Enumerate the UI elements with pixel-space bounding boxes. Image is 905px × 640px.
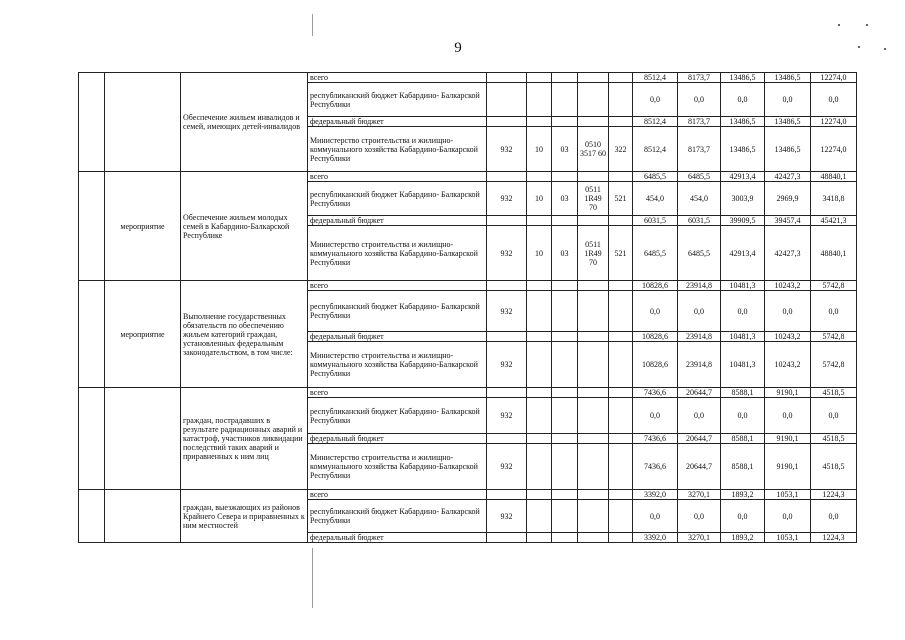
rz-cell [527,117,552,127]
pr-cell [552,490,578,500]
funding-source-cell: всего [308,281,487,291]
vr-cell [609,342,633,388]
amount-cell: 13486,5 [765,73,811,83]
amount-cell: 0,0 [765,500,811,533]
rz-cell [527,444,552,490]
rz-cell [527,398,552,434]
amount-cell: 0,0 [721,500,765,533]
grbs-cell [487,281,527,291]
csr-cell [578,291,609,332]
csr-cell [578,332,609,342]
amount-cell: 20644,7 [678,434,721,444]
amount-cell: 8173,7 [678,73,721,83]
pr-cell [552,172,578,182]
funding-source-cell: Министерство строительства и жилищно-коммунального хозяйства Кабардино-Балкарской Республики [308,226,487,281]
table-row [79,281,857,291]
amount-cell: 1224,3 [811,533,857,543]
amount-cell: 0,0 [811,398,857,434]
csr-cell [578,73,609,83]
amount-cell: 42913,4 [721,172,765,182]
amount-cell: 0,0 [721,291,765,332]
amount-cell: 8588,1 [721,434,765,444]
event-description-cell: граждан, пострадавших в результате радиационных аварий и катастроф, участников ликвидации последствий таких аварий и приравненных к ним лиц [181,388,308,490]
rz-cell [527,73,552,83]
amount-cell: 1893,2 [721,490,765,500]
rz-cell [527,83,552,117]
amount-cell: 0,0 [678,291,721,332]
rz-cell [527,342,552,388]
vr-cell [609,500,633,533]
amount-cell: 45421,3 [811,216,857,226]
event-description-cell: Обеспечение жильем инвалидов и семей, имеющих детей-инвалидов [181,73,308,172]
grbs-cell: 932 [487,291,527,332]
pr-cell: 03 [552,226,578,281]
pr-cell [552,500,578,533]
vr-cell [609,444,633,490]
csr-cell: 0510 3517 60 [578,127,609,172]
index-cell [79,172,105,281]
vr-cell [609,388,633,398]
amount-cell: 0,0 [765,83,811,117]
amount-cell: 7436,6 [633,388,678,398]
vr-cell [609,73,633,83]
amount-cell: 3392,0 [633,533,678,543]
funding-source-cell: республиканский бюджет Кабардино- Балкарской Республики [308,291,487,332]
scan-dot [858,46,860,48]
table-row [79,490,857,500]
grbs-cell [487,533,527,543]
grbs-cell [487,172,527,182]
event-kind-cell: мероприятие [105,281,181,388]
amount-cell: 3392,0 [633,490,678,500]
rz-cell [527,216,552,226]
funding-source-cell: всего [308,490,487,500]
amount-cell: 23914,8 [678,281,721,291]
funding-source-cell: Министерство строительства и жилищно-коммунального хозяйства Кабардино-Балкарской Республики [308,127,487,172]
pr-cell [552,533,578,543]
amount-cell: 6485,5 [678,172,721,182]
amount-cell: 0,0 [678,83,721,117]
amount-cell: 8512,4 [633,117,678,127]
grbs-cell: 932 [487,398,527,434]
amount-cell: 13486,5 [721,117,765,127]
amount-cell: 8173,7 [678,127,721,172]
rz-cell [527,500,552,533]
funding-source-cell: федеральный бюджет [308,332,487,342]
index-cell [79,281,105,388]
vr-cell [609,281,633,291]
vr-cell: 322 [609,127,633,172]
amount-cell: 9190,1 [765,388,811,398]
amount-cell: 1224,3 [811,490,857,500]
pr-cell: 03 [552,127,578,172]
amount-cell: 8588,1 [721,444,765,490]
funding-source-cell: федеральный бюджет [308,117,487,127]
csr-cell [578,398,609,434]
amount-cell: 12274,0 [811,117,857,127]
rz-cell [527,291,552,332]
pr-cell [552,434,578,444]
amount-cell: 0,0 [721,398,765,434]
amount-cell: 3003,9 [721,182,765,216]
amount-cell: 6485,5 [678,226,721,281]
funding-source-cell: Министерство строительства и жилищно-коммунального хозяйства Кабардино-Балкарской Республики [308,444,487,490]
rz-cell [527,490,552,500]
amount-cell: 20644,7 [678,388,721,398]
amount-cell: 3270,1 [678,490,721,500]
csr-cell [578,388,609,398]
pr-cell: 03 [552,182,578,216]
grbs-cell: 932 [487,500,527,533]
index-cell [79,73,105,172]
csr-cell [578,172,609,182]
pr-cell [552,216,578,226]
amount-cell: 13486,5 [765,127,811,172]
amount-cell: 10828,6 [633,342,678,388]
event-description-cell: Обеспечение жильем молодых семей в Кабардино-Балкарской Республике [181,172,308,281]
amount-cell: 9190,1 [765,434,811,444]
funding-source-cell: федеральный бюджет [308,216,487,226]
pr-cell [552,332,578,342]
funding-source-cell: республиканский бюджет Кабардино- Балкарской Республики [308,182,487,216]
amount-cell: 10481,3 [721,342,765,388]
funding-source-cell: всего [308,73,487,83]
vr-cell: 521 [609,182,633,216]
amount-cell: 10481,3 [721,281,765,291]
table-row [79,172,857,182]
rz-cell [527,172,552,182]
amount-cell: 4518,5 [811,444,857,490]
amount-cell: 10243,2 [765,342,811,388]
amount-cell: 6485,5 [633,226,678,281]
amount-cell: 2969,9 [765,182,811,216]
pr-cell [552,83,578,117]
vr-cell [609,216,633,226]
grbs-cell [487,216,527,226]
vr-cell [609,172,633,182]
rz-cell [527,533,552,543]
amount-cell: 10243,2 [765,281,811,291]
index-cell [79,490,105,543]
rz-cell [527,434,552,444]
rz-cell: 10 [527,182,552,216]
csr-cell: 0511 1R49 70 [578,226,609,281]
pr-cell [552,388,578,398]
amount-cell: 10828,6 [633,281,678,291]
amount-cell: 6485,5 [633,172,678,182]
vr-cell [609,291,633,332]
event-description-cell: Выполнение государственных обязательств по обеспечению жильем категорий граждан, установленных федеральным законодательством, в том числе: [181,281,308,388]
amount-cell: 39909,5 [721,216,765,226]
funding-source-cell: федеральный бюджет [308,533,487,543]
budget-table [78,72,857,543]
amount-cell: 13486,5 [765,117,811,127]
grbs-cell [487,490,527,500]
scan-dot [838,24,840,26]
amount-cell: 3270,1 [678,533,721,543]
pr-cell [552,117,578,127]
page-number: 9 [454,40,462,56]
event-description-cell: граждан, выезжающих из районов Крайнего Севера и приравненных к ним местностей [181,490,308,543]
amount-cell: 0,0 [811,500,857,533]
funding-source-cell: всего [308,172,487,182]
vr-cell [609,117,633,127]
amount-cell: 12274,0 [811,127,857,172]
vr-cell [609,533,633,543]
grbs-cell [487,388,527,398]
vr-cell [609,332,633,342]
amount-cell: 10243,2 [765,332,811,342]
amount-cell: 8512,4 [633,127,678,172]
amount-cell: 48840,1 [811,172,857,182]
csr-cell [578,500,609,533]
csr-cell: 0511 1R49 70 [578,182,609,216]
csr-cell [578,434,609,444]
grbs-cell [487,73,527,83]
amount-cell: 1053,1 [765,490,811,500]
amount-cell: 20644,7 [678,444,721,490]
amount-cell: 42427,3 [765,172,811,182]
csr-cell [578,117,609,127]
amount-cell: 23914,8 [678,332,721,342]
csr-cell [578,342,609,388]
amount-cell: 8173,7 [678,117,721,127]
csr-cell [578,281,609,291]
grbs-cell [487,434,527,444]
pr-cell [552,291,578,332]
amount-cell: 0,0 [811,83,857,117]
grbs-cell [487,332,527,342]
funding-source-cell: всего [308,388,487,398]
amount-cell: 6031,5 [678,216,721,226]
amount-cell: 454,0 [633,182,678,216]
vr-cell [609,490,633,500]
csr-cell [578,533,609,543]
amount-cell: 23914,8 [678,342,721,388]
amount-cell: 7436,6 [633,434,678,444]
grbs-cell [487,117,527,127]
grbs-cell: 932 [487,182,527,216]
rz-cell: 10 [527,226,552,281]
funding-source-cell: республиканский бюджет Кабардино- Балкарской Республики [308,500,487,533]
amount-cell: 42427,3 [765,226,811,281]
funding-source-cell: федеральный бюджет [308,434,487,444]
amount-cell: 3418,8 [811,182,857,216]
grbs-cell: 932 [487,127,527,172]
rz-cell [527,281,552,291]
rz-cell [527,332,552,342]
grbs-cell: 932 [487,342,527,388]
amount-cell: 12274,0 [811,73,857,83]
amount-cell: 9190,1 [765,444,811,490]
amount-cell: 0,0 [678,398,721,434]
amount-cell: 13486,5 [721,73,765,83]
amount-cell: 1893,2 [721,533,765,543]
index-cell [79,388,105,490]
funding-source-cell: республиканский бюджет Кабардино- Балкарской Республики [308,83,487,117]
amount-cell: 48840,1 [811,226,857,281]
scan-mark [312,14,313,36]
amount-cell: 454,0 [678,182,721,216]
amount-cell: 1053,1 [765,533,811,543]
amount-cell: 0,0 [678,500,721,533]
amount-cell: 39457,4 [765,216,811,226]
scan-dot [884,48,886,50]
pr-cell [552,73,578,83]
amount-cell: 0,0 [765,398,811,434]
amount-cell: 6031,5 [633,216,678,226]
amount-cell: 0,0 [811,291,857,332]
table-row [79,388,857,398]
amount-cell: 0,0 [633,500,678,533]
event-kind-cell: мероприятие [105,172,181,281]
funding-source-cell: республиканский бюджет Кабардино- Балкарской Республики [308,398,487,434]
event-kind-cell [105,388,181,490]
table-body [79,73,857,543]
vr-cell: 521 [609,226,633,281]
amount-cell: 5742,8 [811,332,857,342]
amount-cell: 42913,4 [721,226,765,281]
grbs-cell: 932 [487,226,527,281]
csr-cell [578,216,609,226]
pr-cell [552,342,578,388]
vr-cell [609,398,633,434]
amount-cell: 0,0 [633,398,678,434]
amount-cell: 8588,1 [721,388,765,398]
funding-source-cell: Министерство строительства и жилищно-коммунального хозяйства Кабардино-Балкарской Республики [308,342,487,388]
event-kind-cell [105,73,181,172]
pr-cell [552,281,578,291]
amount-cell: 10481,3 [721,332,765,342]
scan-mark [312,548,313,608]
grbs-cell [487,83,527,117]
csr-cell [578,490,609,500]
scan-dot [866,24,868,26]
pr-cell [552,398,578,434]
rz-cell: 10 [527,127,552,172]
csr-cell [578,83,609,117]
amount-cell: 0,0 [633,83,678,117]
amount-cell: 7436,6 [633,444,678,490]
rz-cell [527,388,552,398]
event-kind-cell [105,490,181,543]
amount-cell: 8512,4 [633,73,678,83]
amount-cell: 0,0 [765,291,811,332]
pr-cell [552,444,578,490]
table-row [79,73,857,83]
amount-cell: 0,0 [633,291,678,332]
vr-cell [609,434,633,444]
amount-cell: 5742,8 [811,281,857,291]
vr-cell [609,83,633,117]
amount-cell: 5742,8 [811,342,857,388]
amount-cell: 10828,6 [633,332,678,342]
amount-cell: 4518,5 [811,388,857,398]
amount-cell: 0,0 [721,83,765,117]
csr-cell [578,444,609,490]
amount-cell: 4518,5 [811,434,857,444]
amount-cell: 13486,5 [721,127,765,172]
grbs-cell: 932 [487,444,527,490]
